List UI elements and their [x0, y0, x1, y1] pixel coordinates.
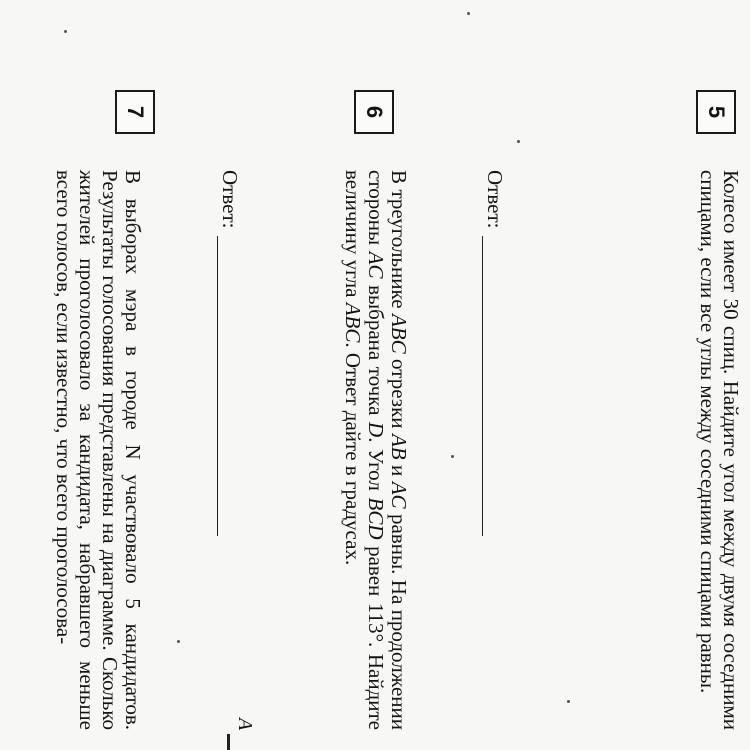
task-number: 5	[704, 105, 729, 119]
answer-row	[482, 170, 507, 536]
figure-edge-fragment	[227, 734, 230, 750]
scan-speck	[177, 640, 180, 643]
scan-speck	[517, 140, 520, 143]
task-text: Колесо имеет 30 спиц. Найдите угол между двумя соседними спицами, если все углы между соседними спицами равны.	[696, 170, 743, 730]
scan-speck	[451, 455, 454, 458]
task-text: В выборах мэра в городе N участвовало 5 кандидатов. Результаты голосования представлены на диаграмме. Сколько жителей проголосовало за кандидата, набравшего меньше всего голосов, если известно, что всего проголосова-	[52, 170, 145, 730]
scan-speck	[567, 700, 570, 703]
figure-vertex-label: A	[234, 718, 256, 731]
task-number: 6	[362, 105, 387, 119]
task-number-box	[696, 90, 736, 134]
scan-speck	[467, 12, 470, 15]
answer-line[interactable]	[482, 236, 501, 536]
answer-label: Ответ:	[483, 170, 507, 229]
answer-label: Ответ:	[218, 170, 242, 229]
task-number-box	[115, 90, 155, 134]
scan-speck	[64, 30, 67, 33]
answer-line[interactable]	[217, 236, 236, 536]
task-number-box	[354, 90, 394, 134]
answer-row	[217, 170, 242, 536]
task-number: 7	[123, 105, 148, 119]
task-text: В треугольнике ABC отрезки AB и AC равны. На продолжении стороны AC выбрана точка D. Угол BCD равен 113°. Найдите величину угла ABC. Ответ дайте в градусах.	[341, 170, 411, 730]
